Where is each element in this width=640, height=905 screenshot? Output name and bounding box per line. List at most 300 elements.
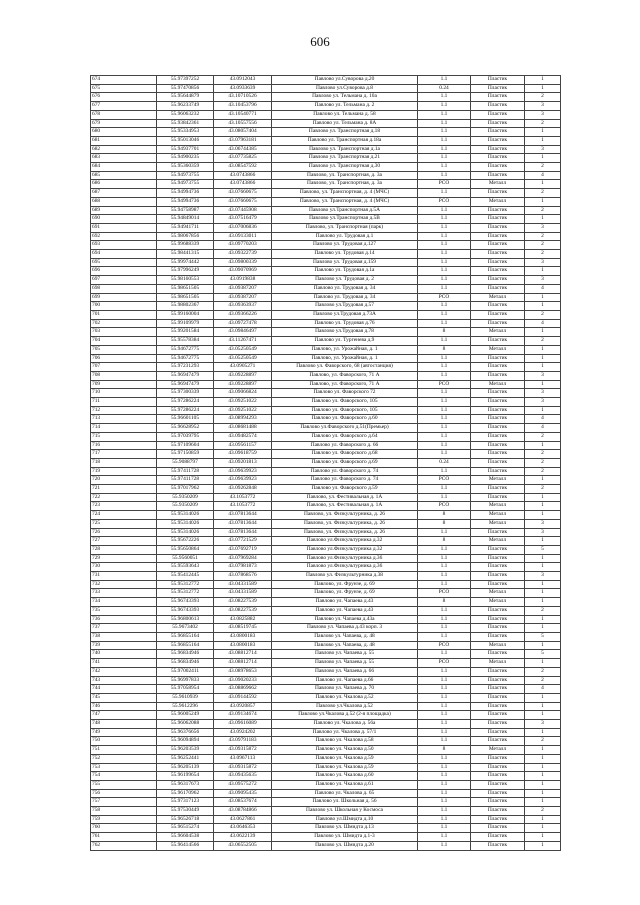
table-row (91, 154, 561, 163)
material-cell: Пластик (471, 554, 525, 563)
material-cell: Металл (471, 589, 525, 598)
latitude-cell: 55.98651505 (157, 293, 214, 302)
table-row (91, 345, 561, 354)
latitude-cell: 55.96515274 (157, 824, 214, 833)
address-cell: Павлово ул. Трудовая д.1 (272, 232, 418, 241)
latitude-cell: 55.98067856 (157, 232, 214, 241)
row-number-cell: 751 (91, 746, 157, 755)
longitude-cell: 43.07735825 (214, 154, 272, 163)
container-type-cell: 1.1 (418, 633, 471, 642)
longitude-cell: 43.10710526 (214, 93, 272, 102)
quantity-cell: 4 (525, 685, 561, 694)
longitude-cell: 43.09435635 (214, 772, 272, 781)
table-row (91, 380, 561, 389)
quantity-cell: 1 (525, 328, 561, 337)
row-number-cell: 675 (91, 84, 157, 93)
row-number-cell: 737 (91, 624, 157, 633)
row-number-cell: 709 (91, 380, 157, 389)
material-cell: Пластик (471, 780, 525, 789)
material-cell: Пластик (471, 833, 525, 842)
material-cell: Пластик (471, 807, 525, 816)
address-cell: Павлово ул. Школьная д. 56 (272, 798, 418, 807)
address-cell: Павлово ул.Чкалова д.52 (2-я площадка) (272, 711, 418, 720)
latitude-cell: 55.94937701 (157, 145, 214, 154)
container-type-cell: 1.1 (418, 737, 471, 746)
table-row (91, 493, 561, 502)
table-row (91, 84, 561, 93)
longitude-cell: 43.09618759 (214, 450, 272, 459)
quantity-cell: 2 (525, 337, 561, 346)
table-row (91, 206, 561, 215)
material-cell: Пластик (471, 432, 525, 441)
quantity-cell: 1 (525, 589, 561, 598)
address-cell: Павлово ул. Фаворского д. 74 (272, 467, 418, 476)
latitude-cell: 55.95672226 (157, 537, 214, 546)
material-cell: Пластик (471, 772, 525, 781)
row-number-cell: 761 (91, 833, 157, 842)
container-type-cell: 1.1 (418, 284, 471, 293)
longitude-cell: 43.08978653 (214, 667, 272, 676)
address-cell: Павлово ул. Чкалова д.59 (272, 754, 418, 763)
address-cell: Павлово ул. Транспортная д.18 (272, 128, 418, 137)
container-type-cell: 1.1 (418, 241, 471, 250)
container-type-cell: РСО (418, 502, 471, 511)
quantity-cell: 1 (525, 502, 561, 511)
container-type-cell: 1.1 (418, 258, 471, 267)
latitude-cell: 55.97286224 (157, 406, 214, 415)
table-row (91, 284, 561, 293)
longitude-cell: 43.09846497 (214, 328, 272, 337)
row-number-cell: 692 (91, 232, 157, 241)
quantity-cell: 1 (525, 380, 561, 389)
longitude-cell: 43.0800183 (214, 633, 272, 642)
container-type-cell: РСО (418, 476, 471, 485)
latitude-cell: 55.96743393 (157, 598, 214, 607)
row-number-cell: 745 (91, 693, 157, 702)
address-cell: Павлово ул. Тургенева д.9 (272, 337, 418, 346)
container-type-cell: 1.1 (418, 833, 471, 842)
container-type-cell: 1.1 (418, 398, 471, 407)
quantity-cell: 1 (525, 641, 561, 650)
table-row (91, 780, 561, 789)
row-number-cell: 676 (91, 93, 157, 102)
longitude-cell: 43.11267471 (214, 337, 272, 346)
material-cell: Пластик (471, 319, 525, 328)
container-type-cell: 1.1 (418, 363, 471, 372)
latitude-cell: 55.97039795 (157, 432, 214, 441)
longitude-cell: 43.1053772 (214, 502, 272, 511)
table-row (91, 772, 561, 781)
longitude-cell: 43.09133011 (214, 232, 272, 241)
row-number-cell: 707 (91, 363, 157, 372)
container-type-cell: 1.1 (418, 467, 471, 476)
row-number-cell: 739 (91, 641, 157, 650)
latitude-cell: 55.97286224 (157, 398, 214, 407)
latitude-cell: 55.96376656 (157, 728, 214, 737)
latitude-cell: 55.99201584 (157, 328, 214, 337)
container-type-cell: 1.1 (418, 615, 471, 624)
longitude-cell: 43.09639923 (214, 467, 272, 476)
table-row (91, 606, 561, 615)
quantity-cell: 1 (525, 693, 561, 702)
latitude-cell: 55.96317673 (157, 780, 214, 789)
material-cell: Пластик (471, 563, 525, 572)
table-row (91, 476, 561, 485)
address-cell: Павлово ул. Трудовая д.76 (272, 319, 418, 328)
address-cell: Павлово ул.Физкультурника д.36 (272, 563, 418, 572)
container-type-cell: 1.1 (418, 763, 471, 772)
table-row (91, 667, 561, 676)
container-type-cell: РСО (418, 380, 471, 389)
material-cell: Пластик (471, 136, 525, 145)
container-type-cell: 1.1 (418, 267, 471, 276)
table-row (91, 354, 561, 363)
longitude-cell: 43.07006836 (214, 223, 272, 232)
longitude-cell: 43.08227539 (214, 606, 272, 615)
longitude-cell: 43.09315872 (214, 746, 272, 755)
longitude-cell: 43.09201813 (214, 458, 272, 467)
address-cell: Павлово ул.Трудовая д.73А (272, 310, 418, 319)
container-type-cell: 1.1 (418, 232, 471, 241)
table-row (91, 815, 561, 824)
material-cell: Пластик (471, 241, 525, 250)
latitude-cell: 55.97317123 (157, 798, 214, 807)
table-row (91, 319, 561, 328)
row-number-cell: 680 (91, 128, 157, 137)
latitude-cell: 55.99974442 (157, 258, 214, 267)
material-cell: Металл (471, 746, 525, 755)
longitude-cell: 43.08869662 (214, 685, 272, 694)
longitude-cell: 43.04331589 (214, 589, 272, 598)
container-type-cell: 1.1 (418, 807, 471, 816)
table-row (91, 798, 561, 807)
quantity-cell: 1 (525, 76, 561, 85)
container-type-cell: 1.1 (418, 206, 471, 215)
quantity-cell: 5 (525, 545, 561, 554)
quantity-cell: 1 (525, 476, 561, 485)
latitude-cell: 55.9612296 (157, 702, 214, 711)
material-cell: Пластик (471, 371, 525, 380)
longitude-cell: 43.07981873 (214, 563, 272, 572)
address-cell: Павлово ул. Чапаева д. 70 (272, 685, 418, 694)
quantity-cell: 3 (525, 258, 561, 267)
longitude-cell: 43.09095435 (214, 789, 272, 798)
container-type-cell: 1.1 (418, 276, 471, 285)
table-row (91, 624, 561, 633)
table-row (91, 580, 561, 589)
row-number-cell: 697 (91, 276, 157, 285)
container-type-cell: РСО (418, 641, 471, 650)
row-number-cell: 684 (91, 163, 157, 172)
longitude-cell: 43.0646353 (214, 824, 272, 833)
table-row (91, 511, 561, 520)
longitude-cell: 43.09322739 (214, 250, 272, 259)
address-cell: Павлово ул.Трудовая д.78 (272, 328, 418, 337)
row-number-cell: 683 (91, 154, 157, 163)
quantity-cell: 1 (525, 563, 561, 572)
longitude-cell: 43.07868576 (214, 572, 272, 581)
row-number-cell: 747 (91, 711, 157, 720)
quantity-cell: 1 (525, 728, 561, 737)
address-cell: Павлово ул. Трудовая д. 34 (272, 293, 418, 302)
material-cell: Пластик (471, 450, 525, 459)
longitude-cell: 43.07813644 (214, 511, 272, 520)
material-cell: Пластик (471, 685, 525, 694)
quantity-cell: 1 (525, 511, 561, 520)
address-cell: Павлово ул. Трудовая д.1а (272, 267, 418, 276)
table-row (91, 232, 561, 241)
table-row (91, 371, 561, 380)
latitude-cell: 55.95314026 (157, 519, 214, 528)
table-row (91, 102, 561, 111)
row-number-cell: 736 (91, 615, 157, 624)
longitude-cell: 43.07813644 (214, 519, 272, 528)
longitude-cell: 43.09770203 (214, 241, 272, 250)
address-cell: Павлово ул. Тельмана д. 10а (272, 93, 418, 102)
table-row (91, 276, 561, 285)
longitude-cell: 43.09020233 (214, 676, 272, 685)
table-row (91, 171, 561, 180)
row-number-cell: 687 (91, 189, 157, 198)
address-cell: Павлово, ул. Фрунзе, д. 69 (272, 580, 418, 589)
material-cell: Металл (471, 345, 525, 354)
row-number-cell: 682 (91, 145, 157, 154)
material-cell: Пластик (471, 815, 525, 824)
latitude-cell: 55.95334953 (157, 128, 214, 137)
material-cell: Пластик (471, 676, 525, 685)
table-row (91, 258, 561, 267)
quantity-cell: 4 (525, 319, 561, 328)
row-number-cell: 754 (91, 772, 157, 781)
row-number-cell: 727 (91, 537, 157, 546)
container-type-cell: 8 (418, 328, 471, 337)
quantity-cell: 1 (525, 615, 561, 624)
material-cell: Пластик (471, 93, 525, 102)
latitude-cell: 55.94994736 (157, 189, 214, 198)
longitude-cell: 43.07692719 (214, 545, 272, 554)
container-type-cell: 1.1 (418, 450, 471, 459)
latitude-cell: 55.96414566 (157, 841, 214, 850)
material-cell: Металл (471, 537, 525, 546)
latitude-cell: 55.96203539 (157, 746, 214, 755)
latitude-cell: 55.97397252 (157, 76, 214, 85)
row-number-cell: 734 (91, 598, 157, 607)
quantity-cell: 1 (525, 215, 561, 224)
table-row (91, 145, 561, 154)
quantity-cell: 2 (525, 250, 561, 259)
longitude-cell: 43.07445908 (214, 206, 272, 215)
latitude-cell: 55.97109604 (157, 441, 214, 450)
row-number-cell: 749 (91, 728, 157, 737)
quantity-cell: 3 (525, 371, 561, 380)
row-number-cell: 717 (91, 450, 157, 459)
latitude-cell: 55.99109979 (157, 319, 214, 328)
row-number-cell: 695 (91, 258, 157, 267)
row-number-cell: 714 (91, 424, 157, 433)
latitude-cell: 55.95593643 (157, 563, 214, 572)
quantity-cell: 1 (525, 154, 561, 163)
container-type-cell: 1.1 (418, 667, 471, 676)
material-cell: Пластик (471, 171, 525, 180)
container-type-cell: 1.1 (418, 493, 471, 502)
table-row (91, 189, 561, 198)
latitude-cell: 55.96743393 (157, 606, 214, 615)
quantity-cell: 3 (525, 572, 561, 581)
latitude-cell: 55.96063232 (157, 110, 214, 119)
longitude-cell: 43.08681488 (214, 424, 272, 433)
quantity-cell: 1 (525, 302, 561, 311)
latitude-cell: 55.95314026 (157, 511, 214, 520)
address-cell: Павлово, ул. Физкультурника, д. 26 (272, 528, 418, 537)
material-cell: Пластик (471, 267, 525, 276)
material-cell: Пластик (471, 119, 525, 128)
material-cell: Пластик (471, 102, 525, 111)
latitude-cell: 55.96233749 (157, 102, 214, 111)
page-number: 606 (310, 34, 330, 49)
longitude-cell: 43.09575272 (214, 780, 272, 789)
table-row (91, 241, 561, 250)
address-cell: Павлово, ул. Транспортная, д. 3а (272, 171, 418, 180)
quantity-cell: 2 (525, 737, 561, 746)
latitude-cell: 55.97530449 (157, 807, 214, 816)
quantity-cell: 2 (525, 189, 561, 198)
longitude-cell: 43.05250549 (214, 345, 272, 354)
latitude-cell: 55.94973755 (157, 171, 214, 180)
address-cell: Павлово ул. Тельмана д. 8А (272, 119, 418, 128)
table-row (91, 807, 561, 816)
material-cell: Пластик (471, 720, 525, 729)
row-number-cell: 712 (91, 406, 157, 415)
address-cell: Павлово ул. Чапаева д. 55 (272, 650, 418, 659)
latitude-cell: 55.99160004 (157, 310, 214, 319)
latitude-cell: 55.94672775 (157, 345, 214, 354)
quantity-cell: 1 (525, 746, 561, 755)
container-type-cell: 1.1 (418, 545, 471, 554)
address-cell: Павлово ул. Фаворского д.60 (272, 415, 418, 424)
latitude-cell: 55.97058954 (157, 685, 214, 694)
quantity-cell: 2 (525, 119, 561, 128)
row-number-cell: 713 (91, 415, 157, 424)
table-row (91, 250, 561, 259)
container-type-cell: 1.1 (418, 189, 471, 198)
material-cell: Пластик (471, 615, 525, 624)
latitude-cell: 55.95650864 (157, 545, 214, 554)
row-number-cell: 731 (91, 572, 157, 581)
latitude-cell: 55.96604538 (157, 833, 214, 842)
longitude-cell: 43.09251022 (214, 398, 272, 407)
container-type-cell: 1.1 (418, 728, 471, 737)
address-cell: Павлово ул. Школьная у Космоса (272, 807, 418, 816)
row-number-cell: 753 (91, 763, 157, 772)
quantity-cell: 1 (525, 267, 561, 276)
quantity-cell: 4 (525, 424, 561, 433)
quantity-cell: 1 (525, 624, 561, 633)
address-cell: Павлово, ул. Фестивальная д. 1А (272, 493, 418, 502)
row-number-cell: 730 (91, 563, 157, 572)
container-type-cell: РСО (418, 197, 471, 206)
table-row (91, 223, 561, 232)
table-row (91, 136, 561, 145)
container-type-cell: 1.1 (418, 354, 471, 363)
longitude-cell: 43.0905271 (214, 363, 272, 372)
material-cell: Пластик (471, 354, 525, 363)
latitude-cell: 55.93842361 (157, 119, 214, 128)
row-number-cell: 691 (91, 223, 157, 232)
material-cell: Металл (471, 519, 525, 528)
container-type-cell: 1.1 (418, 145, 471, 154)
table-row (91, 676, 561, 685)
container-type-cell: 1.1 (418, 624, 471, 633)
container-type-cell: 1.1 (418, 310, 471, 319)
material-cell: Пластик (471, 163, 525, 172)
quantity-cell: 3 (525, 519, 561, 528)
container-type-cell: РСО (418, 293, 471, 302)
material-cell: Пластик (471, 728, 525, 737)
container-type-cell: 1.1 (418, 337, 471, 346)
table-row (91, 728, 561, 737)
quantity-cell: 1 (525, 293, 561, 302)
address-cell: Павлово ул. Фаворского, 105 (272, 406, 418, 415)
quantity-cell: 1 (525, 763, 561, 772)
row-number-cell: 688 (91, 197, 157, 206)
table-row (91, 537, 561, 546)
row-number-cell: 750 (91, 737, 157, 746)
address-cell: Павлово ул.Фаворского д.51(Премьер) (272, 424, 418, 433)
address-cell: Павлово ул. Фаворского, 68 (автостанция) (272, 363, 418, 372)
longitude-cell: 43.09366226 (214, 310, 272, 319)
longitude-cell: 43.0933639 (214, 84, 272, 93)
quantity-cell: 1 (525, 815, 561, 824)
table-row (91, 110, 561, 119)
latitude-cell: 55.97002411 (157, 667, 214, 676)
quantity-cell: 2 (525, 206, 561, 215)
longitude-cell: 43.09561157 (214, 441, 272, 450)
latitude-cell: 55.95360359 (157, 163, 214, 172)
table-row (91, 563, 561, 572)
table-row (91, 485, 561, 494)
material-cell: Пластик (471, 798, 525, 807)
container-type-cell: 1.1 (418, 685, 471, 694)
material-cell: Металл (471, 197, 525, 206)
longitude-cell: 43.09315872 (214, 763, 272, 772)
table-row (91, 650, 561, 659)
latitude-cell: 55.96005249 (157, 711, 214, 720)
container-type-cell: 1.1 (418, 424, 471, 433)
container-type-cell: 1.1 (418, 720, 471, 729)
latitude-cell: 55.98802367 (157, 302, 214, 311)
address-cell: Павлово ул. Тельмана д. 2 (272, 102, 418, 111)
longitude-cell: 43.08519745 (214, 624, 272, 633)
address-cell: Павлово, ул. Транспортная, д. 4 (МЧС) (272, 189, 418, 198)
address-cell: Павлово ул. Шмидта д.13 (272, 824, 418, 833)
material-cell: Пластик (471, 441, 525, 450)
table-row (91, 293, 561, 302)
address-cell: Павлово, ул. Фаворского, 71 А (272, 371, 418, 380)
table-row (91, 424, 561, 433)
table-row (91, 363, 561, 372)
latitude-cell: 55.96199654 (157, 772, 214, 781)
container-type-cell: 1.1 (418, 110, 471, 119)
material-cell: Металл (471, 293, 525, 302)
material-cell: Пластик (471, 702, 525, 711)
address-cell: Павлово, ул. Фаворского, 71 А (272, 380, 418, 389)
row-number-cell: 700 (91, 302, 157, 311)
latitude-cell: 55.95013046 (157, 136, 214, 145)
address-cell: Павлово ул. Транспортная д.30 (272, 163, 418, 172)
address-cell: Павлово ул. Чапаева, д. 48 (272, 633, 418, 642)
row-number-cell: 726 (91, 528, 157, 537)
container-type-cell: 1.1 (418, 415, 471, 424)
